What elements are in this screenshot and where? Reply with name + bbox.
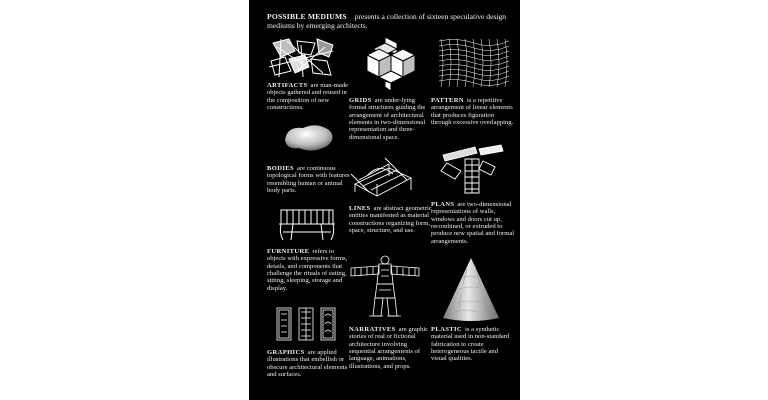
medium-text (431, 326, 515, 363)
grid-cube-icon (363, 37, 419, 91)
blob-body-icon (277, 120, 337, 154)
medium-term: PLANS (431, 201, 455, 208)
medium-text (267, 82, 351, 111)
medium-desc: are two-dimensional representations of walls, windows and doors cut up, recombined, or extruded to produce new spatial and formal arrangements. (431, 201, 515, 245)
medium-desc: are applied illustrations that embellish or obscure architectural elements and surfaces. (267, 349, 348, 379)
medium-term: FURNITURE (267, 248, 310, 255)
medium-text (349, 205, 433, 234)
medium-term: BODIES (267, 165, 295, 172)
medium-desc: are graphic stories of real or fictional architecture involving sequential arrangements of language, animations, illustrations, and props. (349, 326, 429, 370)
medium-text (267, 165, 351, 194)
medium-text (349, 326, 433, 370)
medium-desc: refers to objects with expressive forms, details, and components that challenge the rituals of eating, sitting, sleeping, storage and display. (267, 248, 348, 292)
intro-paragraph (267, 13, 512, 30)
medium-text (431, 97, 515, 126)
poster-page (249, 0, 520, 400)
medium-term: GRIDS (349, 97, 372, 104)
medium-term: NARRATIVES (349, 326, 396, 333)
medium-text (267, 349, 351, 378)
plan-cutout-icon (435, 141, 507, 195)
medium-desc: is a synthetic material used in non-standard fabrication to create heterogeneous tactile and visual qualities. (431, 326, 510, 363)
medium-text (431, 201, 515, 245)
bench-icon (277, 206, 337, 242)
medium-term: ARTIFACTS (267, 82, 308, 89)
wavy-mesh-icon (437, 37, 511, 89)
figure-drawing-icon (349, 254, 421, 320)
intro-text: presents a collection of sixteen speculative design mediums by emerging architects. (267, 12, 507, 30)
medium-term: GRAPHICS (267, 349, 305, 356)
medium-term: LINES (349, 205, 371, 212)
medium-text (349, 97, 433, 141)
medium-desc: are man-made objects gathered and reused in the composition of new constructions. (267, 82, 349, 112)
medium-desc: is a repetitive arrangement of linear elements that produces figuration through excessive overlapping. (431, 97, 514, 127)
medium-desc: are continuous topological forms with features resembling human or animal body parts. (267, 165, 350, 195)
medium-desc: are abstract geometric entities manifested as material constructions organizing form, space, structure, and use. (349, 205, 432, 235)
artifacts-collage-icon (267, 37, 337, 79)
intro-title: POSSIBLE MEDIUMS (267, 12, 347, 21)
ornament-panels-icon (275, 306, 337, 342)
line-structure-icon (349, 156, 419, 200)
medium-term: PLASTIC (431, 326, 463, 333)
medium-term: PATTERN (431, 97, 464, 104)
plastic-cone-icon (441, 254, 501, 322)
medium-desc: are under-lying formal structures guiding the arrangement of architectural elements in two-dimensional representation and three-dimensional space. (349, 97, 426, 141)
medium-text (267, 248, 351, 292)
